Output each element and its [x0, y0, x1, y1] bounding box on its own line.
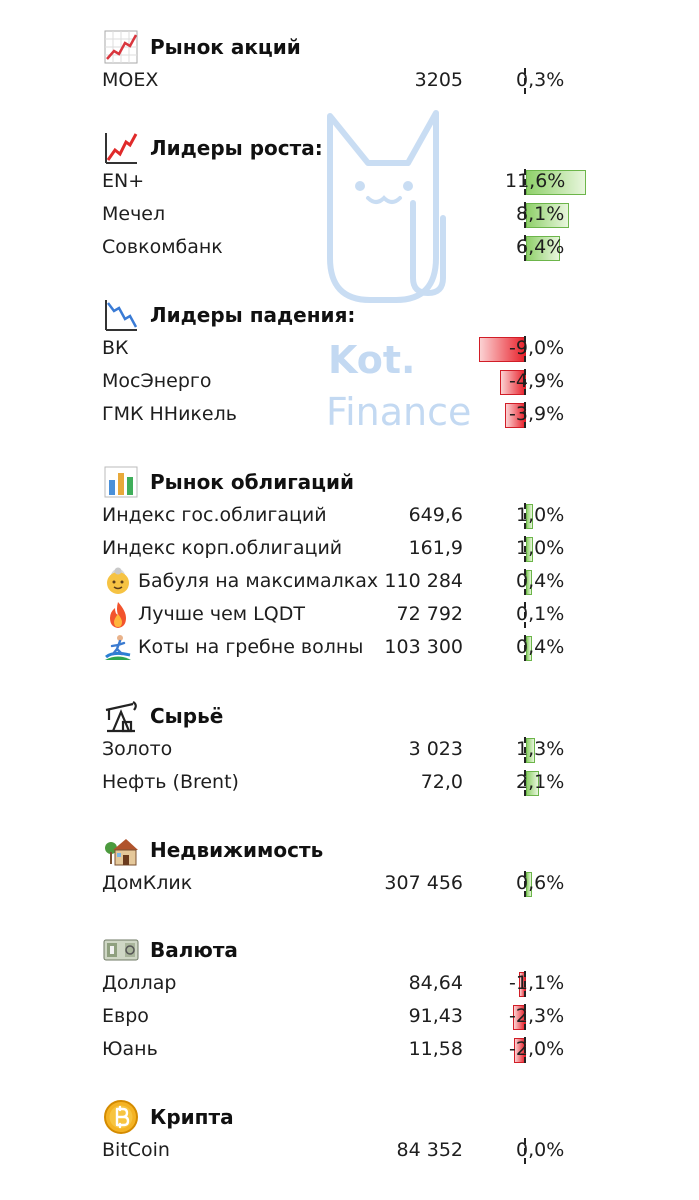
row-label: [102, 64, 158, 97]
row-label: [102, 398, 237, 431]
row-label-text: Индекс гос.облигаций: [102, 504, 327, 526]
change-cell: [470, 64, 590, 97]
row-label-text: EN+: [102, 170, 145, 192]
change-percent: 8,1%: [516, 203, 565, 225]
section-title: Сырьё: [150, 704, 224, 728]
table-row: [0, 631, 699, 664]
change-cell: [470, 1000, 590, 1033]
row-label: [102, 565, 378, 598]
watermark-line-1: Kot.: [328, 338, 416, 382]
grandma-icon: [102, 566, 134, 598]
row-label-text: МосЭнерго: [102, 370, 212, 392]
row-value: 649,6: [408, 504, 463, 526]
row-label: [102, 631, 363, 664]
bar-chart-icon: [102, 463, 140, 501]
row-label: [102, 1134, 170, 1167]
row-label-text: ДомКлик: [102, 872, 193, 894]
change-percent: 0,0%: [516, 1139, 565, 1161]
row-value: 72,0: [420, 771, 463, 793]
row-label-text: ГМК ННикель: [102, 403, 237, 425]
table-row: [0, 64, 699, 97]
row-value: 11,58: [408, 1038, 463, 1060]
row-value: 103 300: [384, 636, 463, 658]
banknote-icon: [102, 931, 140, 969]
row-label: [102, 1033, 158, 1066]
table-row: [0, 766, 699, 799]
row-label-text: Доллар: [102, 972, 177, 994]
change-percent: 6,4%: [516, 236, 565, 258]
section-title: Валюта: [150, 938, 238, 962]
section-title: Лидеры падения:: [150, 303, 356, 327]
row-label-text: Юань: [102, 1038, 158, 1060]
change-cell: [470, 1134, 590, 1167]
change-cell: [470, 565, 590, 598]
surfer-icon: [102, 632, 134, 664]
change-cell: [470, 231, 590, 264]
row-label-text: Индекс корп.облигаций: [102, 537, 343, 559]
section-header: [102, 28, 301, 66]
fire-icon: [102, 599, 134, 631]
change-percent: -2,0%: [509, 1038, 565, 1060]
bitcoin-icon: [102, 1098, 140, 1136]
table-row: [0, 398, 699, 431]
row-label-text: ВК: [102, 337, 129, 359]
section-header: [102, 831, 323, 869]
change-cell: [470, 967, 590, 1000]
section-header: [102, 697, 223, 735]
oil-pump-icon: [102, 697, 140, 735]
section-header: [102, 1098, 234, 1136]
table-row: [0, 1134, 699, 1167]
chart-increasing-icon: [102, 28, 140, 66]
row-label: [102, 1000, 149, 1033]
row-label-text: Евро: [102, 1005, 149, 1027]
row-value: 3 023: [408, 738, 463, 760]
row-label: [102, 499, 327, 532]
change-cell: [470, 165, 590, 198]
row-value: 3205: [414, 69, 463, 91]
row-label: [102, 532, 342, 565]
table-row: [0, 165, 699, 198]
change-percent: 0,3%: [516, 69, 565, 91]
table-row: [0, 1000, 699, 1033]
row-label-text: Коты на гребне волны: [138, 636, 364, 658]
table-row: [0, 598, 699, 631]
change-cell: [470, 532, 590, 565]
change-cell: [470, 332, 590, 365]
change-cell: [470, 598, 590, 631]
change-cell: [470, 398, 590, 431]
change-cell: [470, 365, 590, 398]
row-label: [102, 332, 129, 365]
row-value: 91,43: [408, 1005, 463, 1027]
row-value: 84,64: [408, 972, 463, 994]
table-row: [0, 532, 699, 565]
section-title: Рынок облигаций: [150, 470, 355, 494]
section-header: [102, 129, 323, 167]
row-label: [102, 198, 165, 231]
row-value: 84 352: [396, 1139, 463, 1161]
change-cell: [470, 1033, 590, 1066]
change-percent: 1,0%: [516, 504, 565, 526]
section-header: [102, 296, 355, 334]
row-label: [102, 766, 239, 799]
table-row: [0, 967, 699, 1000]
change-cell: [470, 631, 590, 664]
row-label-text: BitCoin: [102, 1139, 170, 1161]
change-cell: [470, 499, 590, 532]
row-label-text: Бабуля на максималках: [138, 570, 379, 592]
change-percent: 0,1%: [516, 603, 565, 625]
table-row: [0, 499, 699, 532]
change-percent: -2,3%: [509, 1005, 565, 1027]
watermark-line-2: Finance: [326, 390, 472, 434]
section-header: [102, 931, 238, 969]
change-percent: 0,4%: [516, 636, 565, 658]
row-label: [102, 967, 176, 1000]
change-percent: 0,6%: [516, 872, 565, 894]
change-percent: -9,0%: [509, 337, 565, 359]
row-label-text: Лучше чем LQDT: [138, 603, 305, 625]
row-value: 110 284: [384, 570, 463, 592]
table-row: [0, 867, 699, 900]
section-title: Недвижимость: [150, 838, 324, 862]
change-cell: [470, 198, 590, 231]
change-percent: 11,6%: [505, 170, 566, 192]
section-header: [102, 463, 354, 501]
chart-decreasing-icon: [102, 296, 140, 334]
change-percent: 1,0%: [516, 537, 565, 559]
section-title: Лидеры роста:: [150, 136, 323, 160]
change-percent: 2,1%: [516, 771, 565, 793]
section-title: Крипта: [150, 1105, 234, 1129]
change-percent: 0,4%: [516, 570, 565, 592]
table-row: [0, 231, 699, 264]
table-row: [0, 198, 699, 231]
change-percent: -3,9%: [509, 403, 565, 425]
row-value: 307 456: [384, 872, 463, 894]
change-percent: 1,3%: [516, 738, 565, 760]
row-label-text: Мечел: [102, 203, 166, 225]
chart-increasing-red-icon: [102, 129, 140, 167]
row-label-text: Совкомбанк: [102, 236, 223, 258]
table-row: [0, 332, 699, 365]
row-label: [102, 598, 305, 631]
row-value: 161,9: [408, 537, 463, 559]
row-label-text: MOEX: [102, 69, 159, 91]
row-value: 72 792: [396, 603, 463, 625]
section-title: Рынок акций: [150, 35, 301, 59]
table-row: [0, 733, 699, 766]
row-label-text: Нефть (Brent): [102, 771, 239, 793]
change-percent: -4,9%: [509, 370, 565, 392]
row-label: [102, 231, 223, 264]
change-cell: [470, 766, 590, 799]
row-label: [102, 165, 144, 198]
change-cell: [470, 733, 590, 766]
change-cell: [470, 867, 590, 900]
table-row: [0, 365, 699, 398]
row-label: [102, 365, 212, 398]
house-icon: [102, 831, 140, 869]
row-label: [102, 733, 172, 766]
table-row: [0, 565, 699, 598]
row-label: [102, 867, 192, 900]
change-percent: -1,1%: [509, 972, 565, 994]
table-row: [0, 1033, 699, 1066]
row-label-text: Золото: [102, 738, 173, 760]
